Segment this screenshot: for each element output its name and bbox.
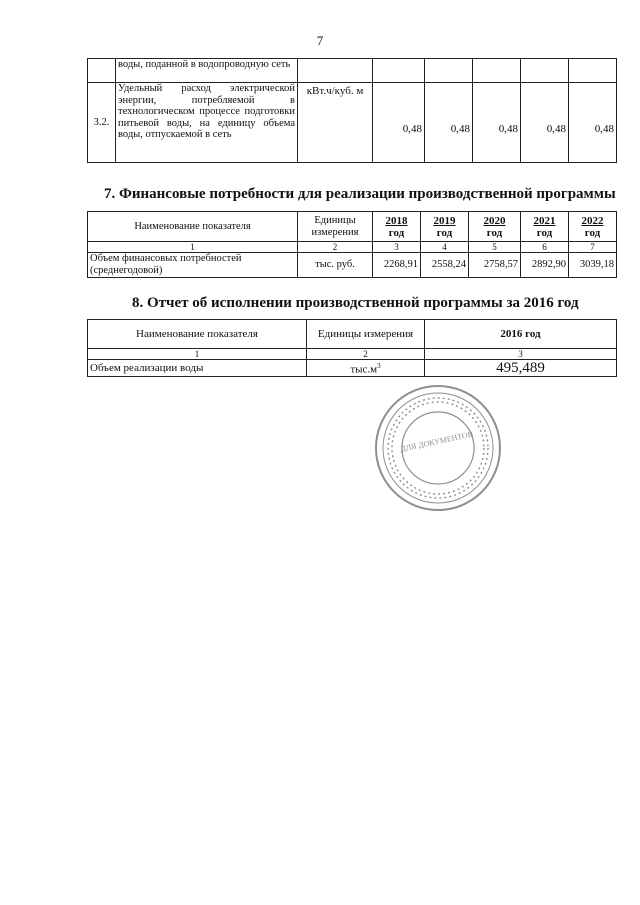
index-cell: 3 xyxy=(425,349,617,360)
stamp-seal-icon xyxy=(368,378,508,518)
table-row xyxy=(88,83,617,163)
index-row xyxy=(88,349,617,360)
index-cell: 7 xyxy=(569,242,617,253)
index-cell: 6 xyxy=(521,242,569,253)
row-value: 0,48 xyxy=(373,83,425,163)
financial-needs-table xyxy=(87,211,617,278)
row-unit: $тыс.м^3$ xyxy=(307,360,425,377)
header-name: Наименование показателя xyxy=(88,320,307,349)
table-row xyxy=(88,360,617,377)
row-name: Объем реализации воды xyxy=(88,360,307,377)
row-value: 0,48 xyxy=(425,83,473,163)
section-8-title: 8. Отчет об исполнении производственной программы за 2016 год xyxy=(132,295,579,311)
row-value: 2758,57 xyxy=(469,253,521,278)
row-value: 3039,18 xyxy=(569,253,617,278)
header-row xyxy=(88,212,617,242)
header-name: Наименование показателя xyxy=(88,212,298,242)
row-value: 2558,24 xyxy=(421,253,469,278)
row-value: 2268,91 xyxy=(373,253,421,278)
row-value: 2892,90 xyxy=(521,253,569,278)
svg-text:ДЛЯ ДОКУМЕНТОВ: ДЛЯ ДОКУМЕНТОВ xyxy=(399,429,474,454)
table-row xyxy=(88,253,617,278)
index-cell: 1 xyxy=(88,349,307,360)
row-value: 0,48 xyxy=(473,83,521,163)
header-year: 2018 год xyxy=(373,212,421,242)
program-report-table xyxy=(87,319,617,377)
page-number: 7 xyxy=(316,33,324,48)
row-value: 0,48 xyxy=(569,83,617,163)
row-number: 3.2. xyxy=(88,83,116,163)
header-unit: Единицы измерения xyxy=(307,320,425,349)
row-description: Удельный расход электрической энергии, потребляемой в технологическом процессе подготовки питьевой воды, на единицу объема воды, отпускаемой в сеть xyxy=(116,83,298,163)
indicators-table-continued xyxy=(87,58,617,163)
row-value: 0,48 xyxy=(521,83,569,163)
index-cell: 3 xyxy=(373,242,421,253)
row-value: 495,489 xyxy=(425,360,617,377)
row-unit: тыс. руб. xyxy=(298,253,373,278)
index-cell: 5 xyxy=(469,242,521,253)
index-cell: 4 xyxy=(421,242,469,253)
index-cell: 1 xyxy=(88,242,298,253)
header-unit: Единицы измерения xyxy=(298,212,373,242)
header-row xyxy=(88,320,617,349)
index-cell: 2 xyxy=(307,349,425,360)
section-7-title: 7. Финансовые потребности для реализации производственной программы xyxy=(104,186,616,202)
row-name: Объем финансовых потребностей (среднегодовой) xyxy=(88,253,298,278)
index-row xyxy=(88,242,617,253)
header-year: 2019 год xyxy=(421,212,469,242)
header-year: 2021 год xyxy=(521,212,569,242)
index-cell: 2 xyxy=(298,242,373,253)
row-unit: кВт.ч/куб. м xyxy=(298,83,373,163)
header-year: 2022 год xyxy=(569,212,617,242)
row-description: воды, поданной в водопроводную сеть xyxy=(116,59,298,83)
table-row xyxy=(88,59,617,83)
header-year: 2020 год xyxy=(469,212,521,242)
header-year: 2016 год xyxy=(425,320,617,349)
